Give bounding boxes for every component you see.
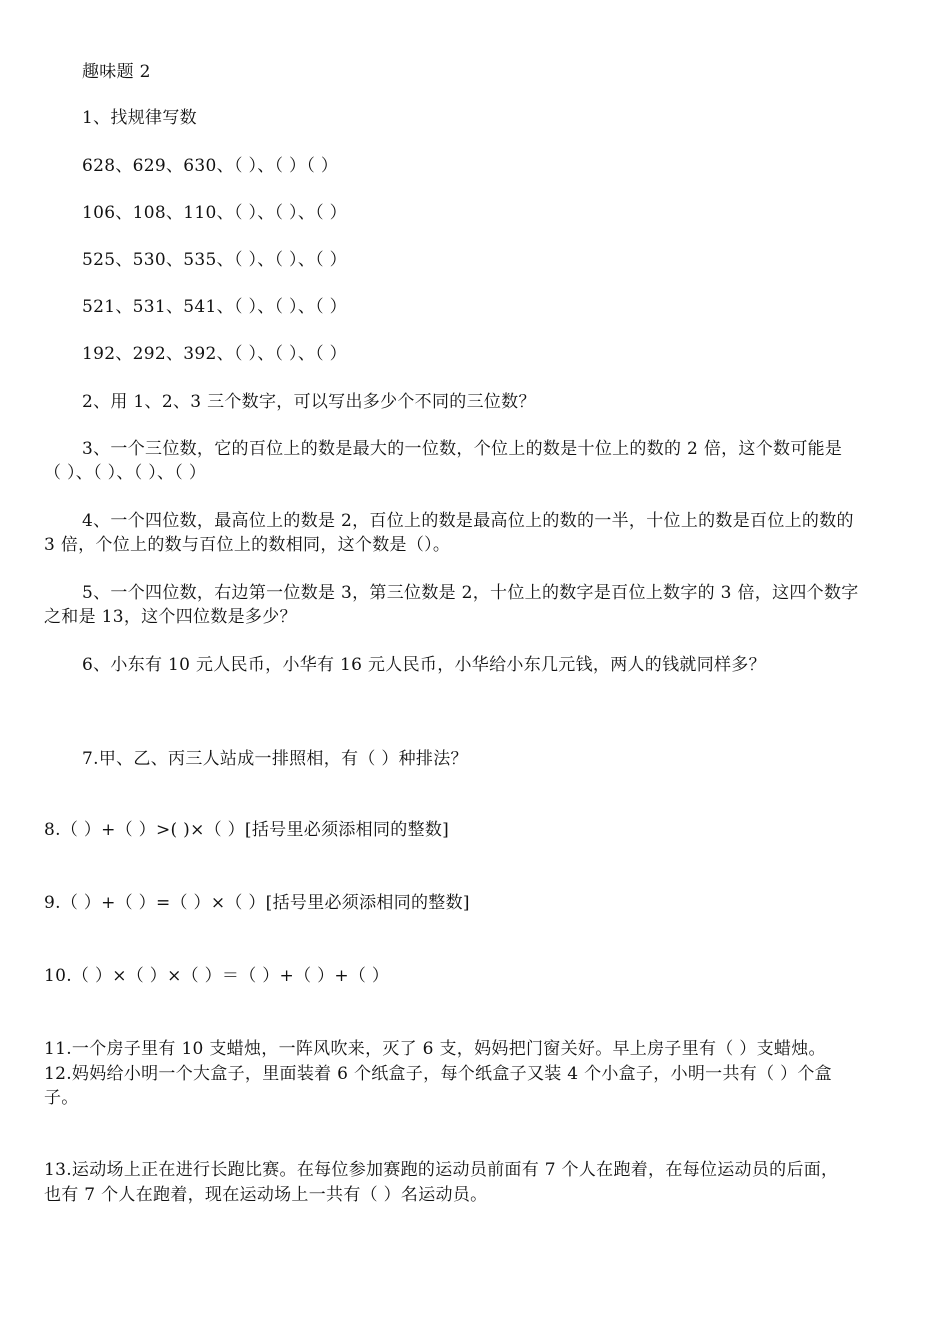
q5-line-1: 5、一个四位数，右边第一位数是 3，第三位数是 2，十位上的数字是百位上数字的 3 倍，这四个数字 xyxy=(82,583,859,603)
q1-row-1: 628、629、630、（ ）、（ ）（ ） xyxy=(82,156,339,176)
q5-line-2: 之和是 13，这个四位数是多少？ xyxy=(44,607,297,627)
q1-row-2: 106、108、110、（ ）、（ ）、（ ） xyxy=(82,203,347,223)
q1-row-4: 521、531、541、（ ）、（ ）、（ ） xyxy=(82,297,347,317)
q4-line-2: 3 倍，个位上的数与百位上的数相同，这个数是（）。 xyxy=(44,535,451,555)
q1-heading: 1、找规律写数 xyxy=(82,108,197,128)
q3-line-1: 3、一个三位数，它的百位上的数是最大的一位数，个位上的数是十位上的数的 2 倍，这个数可能是 xyxy=(82,439,843,459)
q2-text: 2、用 1、2、3 三个数字，可以写出多少个不同的三位数？ xyxy=(82,392,536,412)
q3-line-2: （ ）、（ ）、（ ）、（ ） xyxy=(44,463,207,483)
q9-text: 9.（ ）+（ ）=（ ）×（ ）[括号里必须添相同的整数] xyxy=(44,893,470,913)
q13-line-2: 也有 7 个人在跑着，现在运动场上一共有（ ）名运动员。 xyxy=(44,1185,488,1205)
q4-line-1: 4、一个四位数，最高位上的数是 2，百位上的数是最高位上的数的一半，十位上的数是百位上的数的 xyxy=(82,511,854,531)
q12-line-2: 子。 xyxy=(44,1088,79,1108)
q11-text: 11.一个房子里有 10 支蜡烛，一阵风吹来，灭了 6 支，妈妈把门窗关好。早上房子里有（ ）支蜡烛。 xyxy=(44,1039,826,1059)
q1-row-5: 192、292、392、（ ）、（ ）、（ ） xyxy=(82,344,347,364)
q13-line-1: 13.运动场上正在进行长跑比赛。在每位参加赛跑的运动员前面有 7 个人在跑着，在每位运动员的后面， xyxy=(44,1160,839,1180)
worksheet-title: 趣味题 2 xyxy=(82,62,151,82)
q12-line-1: 12.妈妈给小明一个大盒子，里面装着 6 个纸盒子，每个纸盒子又装 4 个小盒子，小明一共有（ ）个盒 xyxy=(44,1064,832,1084)
q1-row-3: 525、530、535、（ ）、（ ）、（ ） xyxy=(82,250,347,270)
q6-text: 6、小东有 10 元人民币，小华有 16 元人民币，小华给小东几元钱，两人的钱就同样多？ xyxy=(82,655,766,675)
q8-text: 8.（ ）+（ ）>( )×（ ）[括号里必须添相同的整数] xyxy=(44,820,450,840)
q10-text: 10.（ ）×（ ）×（ ）＝（ ）+（ ）+（ ） xyxy=(44,966,390,986)
q7-text: 7.甲、乙、丙三人站成一排照相，有（ ）种排法？ xyxy=(82,749,468,769)
